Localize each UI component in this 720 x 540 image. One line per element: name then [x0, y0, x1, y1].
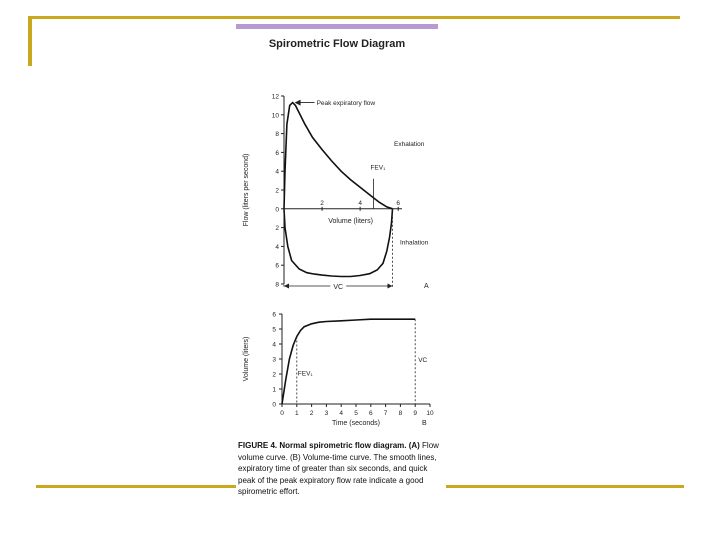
y-tick-label: 2 — [272, 371, 276, 379]
y-tick-label: 1 — [272, 386, 276, 394]
y-tick-label: 8 — [275, 131, 279, 139]
fev1-label: FEV₁ — [370, 164, 386, 172]
top-accent-line — [28, 16, 680, 19]
caption-label: FIGURE 4. Normal spirometric flow diagram. (A) — [238, 441, 420, 450]
bottom-accent-line-left — [36, 485, 236, 488]
vc-arrow-head-left — [284, 284, 289, 289]
x-tick-label: 3 — [324, 410, 329, 417]
y-tick-label: 3 — [272, 356, 276, 364]
y-tick-label: 2 — [275, 187, 279, 195]
x-tick-label: 9 — [413, 410, 418, 417]
y-tick-label: 4 — [272, 341, 276, 349]
y-axis-label: Flow (liters per second) — [243, 153, 250, 227]
vc-label: VC — [418, 357, 428, 364]
x-axis-label: Time (seconds) — [332, 420, 380, 427]
x-tick-label: 10 — [426, 410, 434, 417]
x-tick-label: 4 — [358, 199, 362, 207]
x-tick-label: 6 — [396, 199, 401, 207]
x-tick-label: 5 — [354, 410, 358, 417]
volume-time-curve — [282, 319, 415, 404]
y-tick-label: 2 — [275, 225, 279, 233]
x-tick-label: 8 — [398, 410, 403, 417]
y-tick-label: 0 — [272, 401, 276, 409]
x-axis-label: Volume (liters) — [328, 217, 373, 225]
y-tick-label: 0 — [275, 206, 279, 214]
curve-exhalation — [284, 103, 393, 209]
y-tick-label: 8 — [275, 281, 279, 289]
y-tick-label: 4 — [275, 168, 279, 176]
figure-caption — [238, 440, 444, 498]
figure-title: Spirometric Flow Diagram — [268, 38, 406, 50]
figure-header-bar — [236, 24, 438, 29]
x-tick-label: 2 — [309, 410, 314, 417]
caption-text: Flow volume curve. (B) Volume-time curve. The smooth lines, expiratory time of greater than six seconds, and quick peak of the peak expiratory flow rate indicate a good spirometric effort. — [238, 441, 439, 496]
y-tick-label: 6 — [275, 149, 279, 157]
fev1-label: FEV₁ — [297, 370, 313, 378]
vc-arrow-head-right — [387, 284, 392, 289]
volume-time-chart — [236, 308, 446, 438]
x-tick-label: 2 — [320, 199, 324, 207]
x-tick-label: 7 — [383, 410, 388, 417]
x-tick-label: 6 — [368, 410, 373, 417]
inhalation-label: Inhalation — [400, 239, 429, 247]
left-accent-bar — [28, 16, 32, 66]
flow-volume-chart — [236, 88, 446, 308]
peak-flow-label: Peak expiratory flow — [316, 100, 376, 108]
x-tick-label: 0 — [280, 410, 284, 417]
bottom-accent-line-right — [446, 485, 684, 488]
y-tick-label: 10 — [271, 112, 279, 120]
y-tick-label: 12 — [271, 93, 279, 101]
y-tick-label: 6 — [275, 262, 279, 270]
panel-a-label: A — [424, 283, 429, 290]
y-tick-label: 4 — [275, 243, 279, 251]
exhalation-label: Exhalation — [394, 140, 425, 148]
y-axis-label: Volume (liters) — [243, 336, 250, 382]
x-tick-label: 4 — [339, 410, 344, 417]
y-tick-label: 5 — [272, 326, 276, 334]
x-tick-label: 1 — [294, 410, 299, 417]
y-tick-label: 6 — [272, 311, 276, 319]
figure — [236, 24, 446, 514]
panel-b-label: B — [422, 420, 427, 427]
vc-label: VC — [333, 284, 344, 291]
